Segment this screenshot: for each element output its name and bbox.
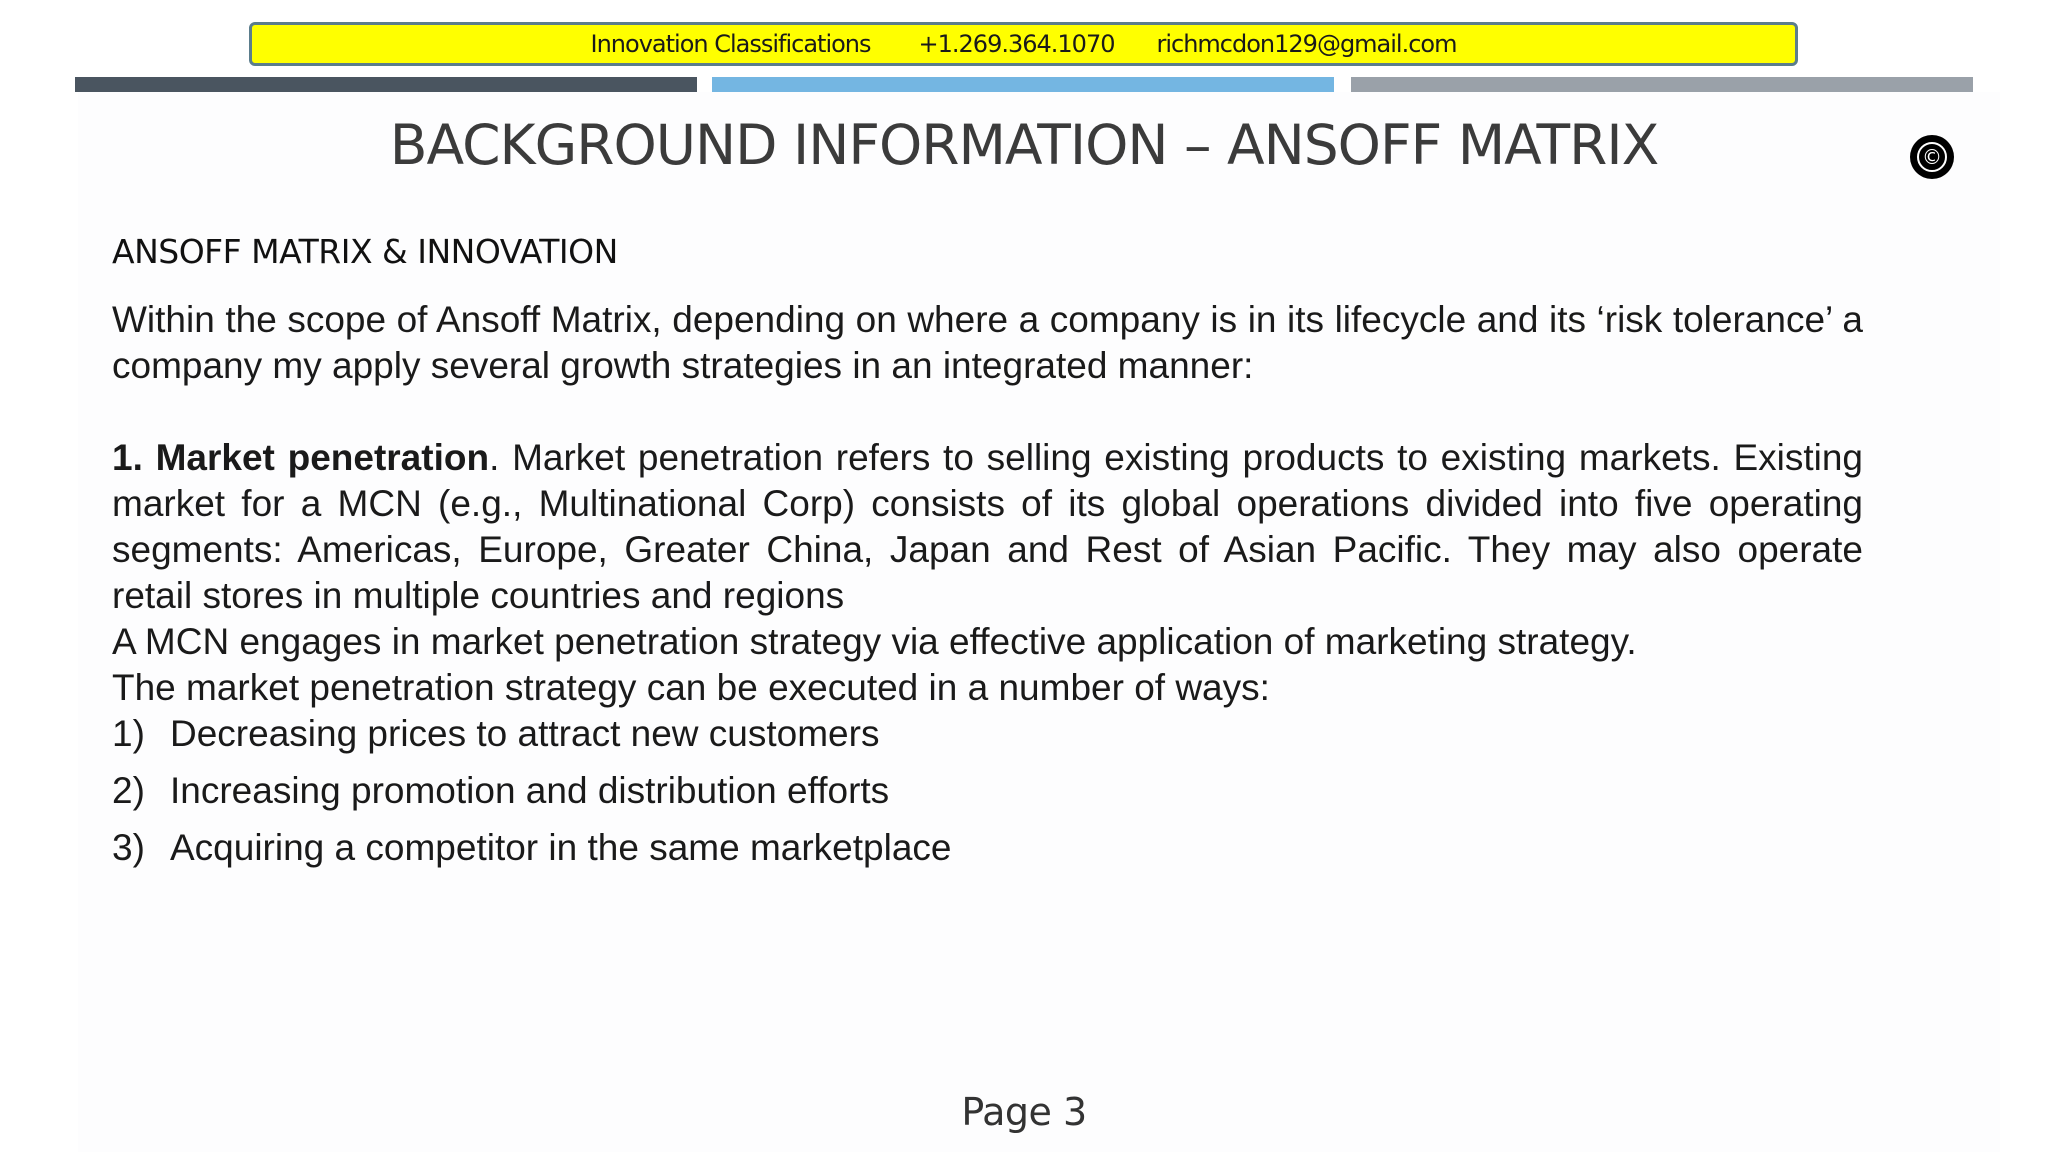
divider-bar-dark xyxy=(75,77,697,92)
page-title: BACKGROUND INFORMATION – ANSOFF MATRIX xyxy=(389,113,1659,177)
copyright-icon xyxy=(1910,135,1954,179)
list-item xyxy=(112,711,951,768)
list-item xyxy=(112,768,951,825)
ways-list xyxy=(112,711,951,882)
section-heading: ANSOFF MATRIX & INNOVATION xyxy=(112,232,618,271)
strategy-statement: A MCN engages in market penetration strategy via effective application of marketing strategy. xyxy=(112,621,1637,662)
list-item xyxy=(112,825,951,882)
divider-bar-gray xyxy=(1351,77,1973,92)
list-item-number: 1) xyxy=(112,713,145,754)
intro-paragraph: Within the scope of Ansoff Matrix, depending on where a company is in its lifecycle and its ‘risk tolerance’ a company my apply several growth strategies in an integrated manner: xyxy=(112,299,1863,386)
list-item-text: Increasing promotion and distribution efforts xyxy=(170,770,890,811)
page-number: Page 3 xyxy=(961,1090,1087,1134)
company-name: Innovation Classifications xyxy=(590,30,871,58)
divider-bar-blue xyxy=(712,77,1334,92)
email-address[interactable]: richmcdon129@gmail.com xyxy=(1156,30,1457,58)
phone-number[interactable]: +1.269.364.1070 xyxy=(918,30,1115,58)
contact-banner xyxy=(249,22,1798,66)
copyright-symbol: © xyxy=(1917,142,1947,172)
list-item-number: 3) xyxy=(112,827,145,868)
market-penetration-paragraph xyxy=(112,435,1863,619)
list-item-number: 2) xyxy=(112,770,145,811)
market-penetration-heading: 1. Market penetration xyxy=(112,437,490,478)
list-item-text: Acquiring a competitor in the same marketplace xyxy=(170,827,952,868)
market-penetration-text: . Market penetration refers to selling existing products to existing markets. Existing market for a MCN (e.g., Multinational Corp) consists of its global operations divided into five operating segments: Americas, Europe, Greater China, Japan and Rest of Asian Pacific. They may also operate retail stores in multiple countries and regions xyxy=(112,437,1864,616)
ways-intro: The market penetration strategy can be executed in a number of ways: xyxy=(112,667,1270,708)
list-item-text: Decreasing prices to attract new customers xyxy=(170,713,880,754)
